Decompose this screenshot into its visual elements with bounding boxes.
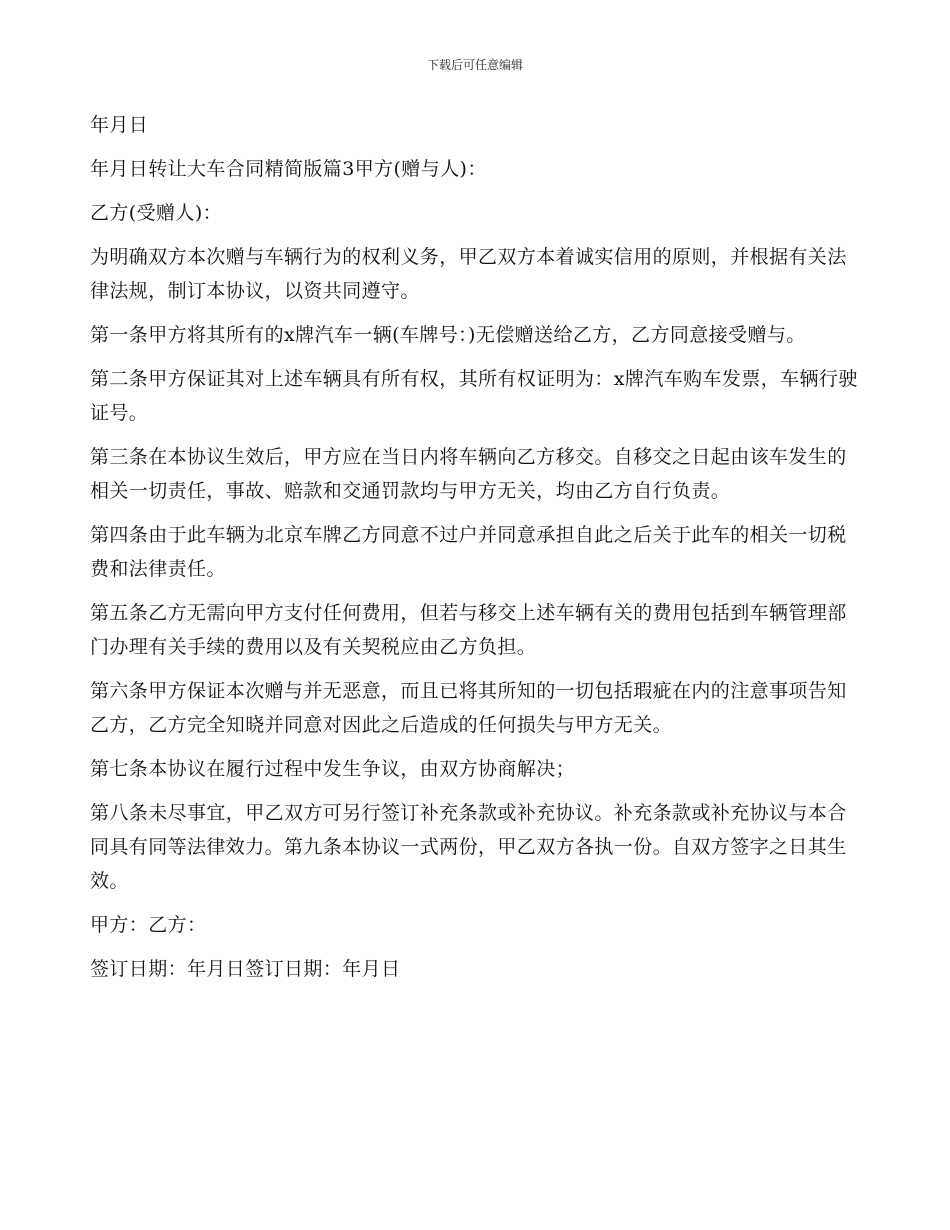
article-6: 第六条甲方保证本次赠与并无恶意，而且已将其所知的一切包括瑕疵在内的注意事项告知乙方，乙方完全知晓并同意对因此之后造成的任何损失与甲方无关。 bbox=[90, 680, 847, 736]
article-5: 第五条乙方无需向甲方支付任何费用，但若与移交上述车辆有关的费用包括到车辆管理部门办理有关手续的费用以及有关契税应由乙方负担。 bbox=[90, 602, 847, 658]
date-line: 年月日 bbox=[90, 114, 149, 136]
document-body bbox=[90, 108, 860, 996]
article-7: 第七条本协议在履行过程中发生争议，由双方协商解决； bbox=[90, 758, 576, 780]
contract-title-party-a: 年月日转让大车合同精简版篇3甲方(赠与人)： bbox=[90, 158, 487, 180]
article-3: 第三条在本协议生效后，甲方应在当日内将车辆向乙方移交。自移交之日起由该车发生的相关一切责任，事故、赔款和交通罚款均与甲方无关，均由乙方自行负责。 bbox=[90, 446, 847, 502]
signature-dates: 签订日期：年月日签订日期：年月日 bbox=[90, 958, 401, 980]
article-4: 第四条由于此车辆为北京车牌乙方同意不过户并同意承担自此之后关于此车的相关一切税费和法律责任。 bbox=[90, 524, 847, 580]
party-b-line: 乙方(受赠人)： bbox=[90, 202, 223, 224]
preamble-paragraph: 为明确双方本次赠与车辆行为的权利义务，甲乙双方本着诚实信用的原则，并根据有关法律法规，制订本协议，以资共同遵守。 bbox=[90, 246, 847, 302]
page-header: 下载后可任意编辑 bbox=[426, 58, 523, 72]
article-2: 第二条甲方保证其对上述车辆具有所有权，其所有权证明为：x牌汽车购车发票，车辆行驶证号。 bbox=[90, 368, 858, 424]
signature-parties: 甲方：乙方： bbox=[90, 914, 207, 936]
article-1: 第一条甲方将其所有的x牌汽车一辆(车牌号：)无偿赠送给乙方，乙方同意接受赠与。 bbox=[90, 324, 806, 346]
article-8-9: 第八条未尽事宜，甲乙双方可另行签订补充条款或补充协议。补充条款或补充协议与本合同具有同等法律效力。第九条本协议一式两份，甲乙双方各执一份。自双方签字之日其生效。 bbox=[90, 802, 847, 892]
